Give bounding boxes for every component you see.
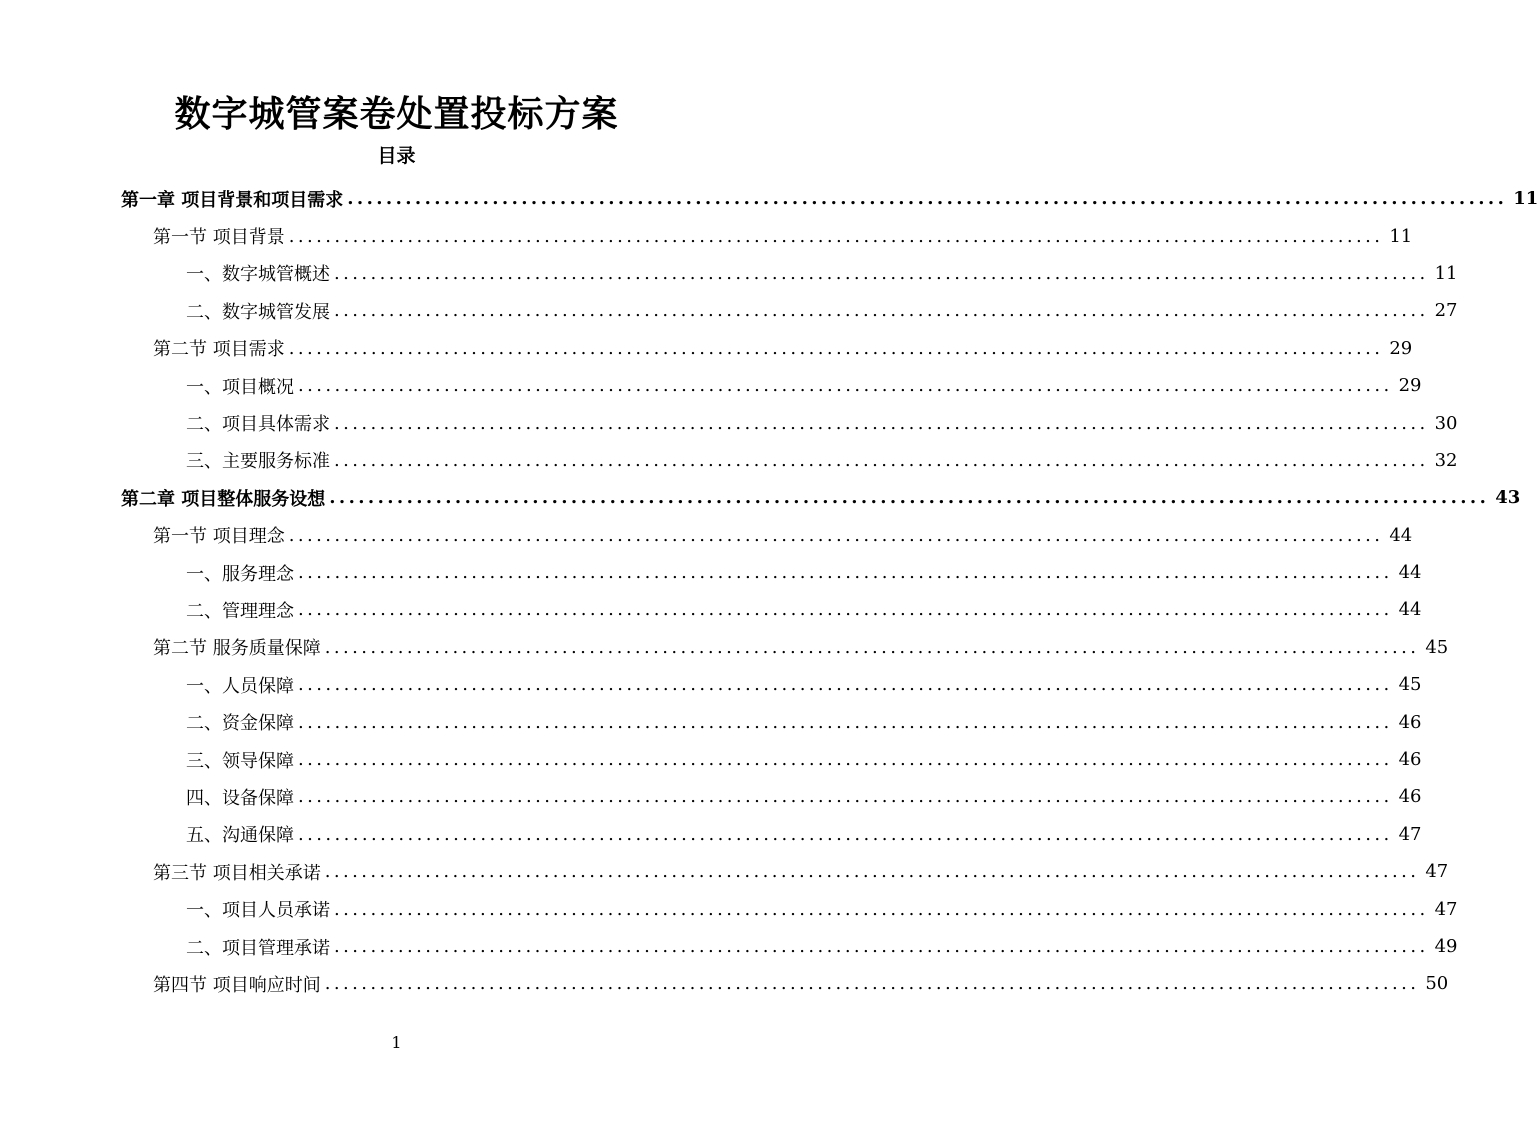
toc-dot-leader: ........................................................................................................................ (298, 562, 1393, 584)
toc-entry-page: 49 (1434, 936, 1458, 957)
toc-dot-leader: ........................................................................................................................ (288, 337, 1384, 359)
toc-entry[interactable] (0, 255, 1458, 292)
toc-heading: 目录 (377, 145, 416, 167)
toc-entry[interactable] (0, 404, 1458, 441)
toc-entry[interactable] (0, 554, 1422, 591)
toc-dot-leader: ........................................................................................................................ (334, 449, 1429, 471)
toc-entry-title: 一、服务理念 (186, 563, 294, 585)
toc-dot-leader: ........................................................................................................................ (334, 262, 1429, 284)
toc-entry-title: 第一章 项目背景和项目需求 (121, 189, 344, 211)
toc-entry-page: 44 (1389, 524, 1413, 546)
toc-entry[interactable] (0, 853, 1449, 890)
toc-entry[interactable] (0, 703, 1422, 740)
toc-dot-leader: ........................................................................................................................ (298, 599, 1393, 621)
toc-entry-title: 三、主要服务标准 (186, 451, 330, 473)
toc-dot-leader: ........................................................................................................................ (298, 786, 1393, 808)
toc-dot-leader: ........................................................................................................................ (298, 674, 1393, 696)
toc-entry-title: 二、数字城管发展 (186, 301, 330, 323)
toc-entry-title: 第一节 项目理念 (153, 526, 285, 548)
toc-entry-title: 一、数字城管概述 (186, 264, 330, 286)
toc-entry-page: 50 (1425, 973, 1449, 995)
toc-entry[interactable] (0, 890, 1458, 927)
toc-entry[interactable] (0, 965, 1449, 1002)
toc-entry[interactable] (0, 330, 1413, 367)
toc-entry-page: 11 (1434, 262, 1458, 284)
toc-entry[interactable] (0, 479, 1521, 516)
toc-entry-page: 29 (1398, 375, 1422, 397)
toc-entry-title: 一、项目人员承诺 (186, 900, 330, 922)
toc-dot-leader: ........................................................................................................................ (324, 861, 1420, 883)
toc-entry[interactable] (0, 180, 1538, 217)
toc-entry[interactable] (0, 292, 1458, 329)
toc-entry[interactable] (0, 816, 1422, 853)
toc-entry-title: 第三节 项目相关承诺 (153, 862, 321, 884)
toc-entry[interactable] (0, 517, 1413, 554)
toc-entry-page: 43 (1495, 487, 1521, 509)
toc-entry[interactable] (0, 442, 1458, 479)
toc-entry[interactable] (0, 741, 1422, 778)
toc-entry-title: 二、项目具体需求 (186, 414, 330, 436)
toc-entry[interactable] (0, 778, 1422, 815)
toc-dot-leader: ........................................................................................................................ (298, 823, 1393, 845)
toc-entry-page: 47 (1398, 823, 1422, 845)
toc-entry[interactable] (0, 928, 1458, 965)
toc-entry-page: 27 (1434, 300, 1458, 322)
toc-dot-leader: ........................................................................................................................ (298, 749, 1393, 771)
toc-entry-title: 第四节 项目响应时间 (153, 974, 321, 996)
toc-dot-leader: ........................................................................................................................ (334, 898, 1429, 920)
toc-entry-page: 44 (1398, 599, 1422, 621)
toc-entry-page: 46 (1398, 749, 1422, 771)
toc-dot-leader: ........................................................................................................................ (334, 936, 1429, 957)
toc-entry-page: 44 (1398, 562, 1422, 584)
toc-dot-leader: ........................................................................................................................ (347, 188, 1508, 210)
toc-entry-page: 46 (1398, 786, 1422, 808)
toc-entry[interactable] (0, 367, 1422, 404)
toc-entry-title: 二、管理理念 (186, 600, 294, 622)
toc-entry-title: 三、领导保障 (186, 750, 294, 772)
toc-entry-page: 29 (1389, 337, 1413, 359)
document-title: 数字城管案卷处置投标方案 (174, 93, 619, 135)
page-number: 1 (391, 1033, 402, 1052)
toc-dot-leader: ........................................................................................................................ (298, 375, 1393, 397)
toc-entry-page: 47 (1425, 861, 1449, 883)
toc-dot-leader: ........................................................................................................................ (324, 636, 1420, 658)
toc-dot-leader: ........................................................................................................................ (298, 711, 1393, 733)
toc-entry-page: 11 (1389, 225, 1413, 247)
toc-entry[interactable] (0, 629, 1449, 666)
table-of-contents (0, 180, 1538, 1003)
toc-entry-page: 11 (1513, 188, 1538, 210)
toc-entry-page: 46 (1398, 711, 1422, 733)
toc-entry-page: 45 (1398, 674, 1422, 696)
toc-entry[interactable] (0, 217, 1413, 254)
toc-entry-page: 30 (1434, 412, 1458, 434)
toc-entry-title: 二、资金保障 (186, 713, 294, 735)
toc-entry-title: 第二节 服务质量保障 (153, 638, 321, 660)
toc-entry-title: 一、人员保障 (186, 675, 294, 697)
toc-dot-leader: ........................................................................................................................ (334, 412, 1429, 434)
toc-entry-title: 五、沟通保障 (186, 825, 294, 847)
toc-entry-page: 32 (1434, 449, 1458, 471)
toc-entry[interactable] (0, 591, 1422, 628)
toc-entry-title: 第二章 项目整体服务设想 (121, 488, 326, 510)
toc-entry-title: 第一节 项目背景 (153, 227, 285, 249)
toc-entry-title: 一、项目概况 (186, 376, 294, 398)
toc-entry-page: 47 (1434, 898, 1458, 920)
toc-dot-leader: ........................................................................................................................ (329, 487, 1490, 509)
toc-dot-leader: ........................................................................................................................ (288, 225, 1384, 247)
toc-dot-leader: ........................................................................................................................ (334, 300, 1429, 322)
toc-entry-title: 四、设备保障 (186, 787, 294, 809)
toc-entry[interactable] (0, 666, 1422, 703)
toc-entry-title: 第二节 项目需求 (153, 339, 285, 361)
toc-dot-leader: ........................................................................................................................ (324, 973, 1420, 995)
toc-entry-page: 45 (1425, 636, 1449, 658)
toc-entry-title: 二、项目管理承诺 (186, 937, 330, 959)
toc-dot-leader: ........................................................................................................................ (288, 524, 1384, 546)
